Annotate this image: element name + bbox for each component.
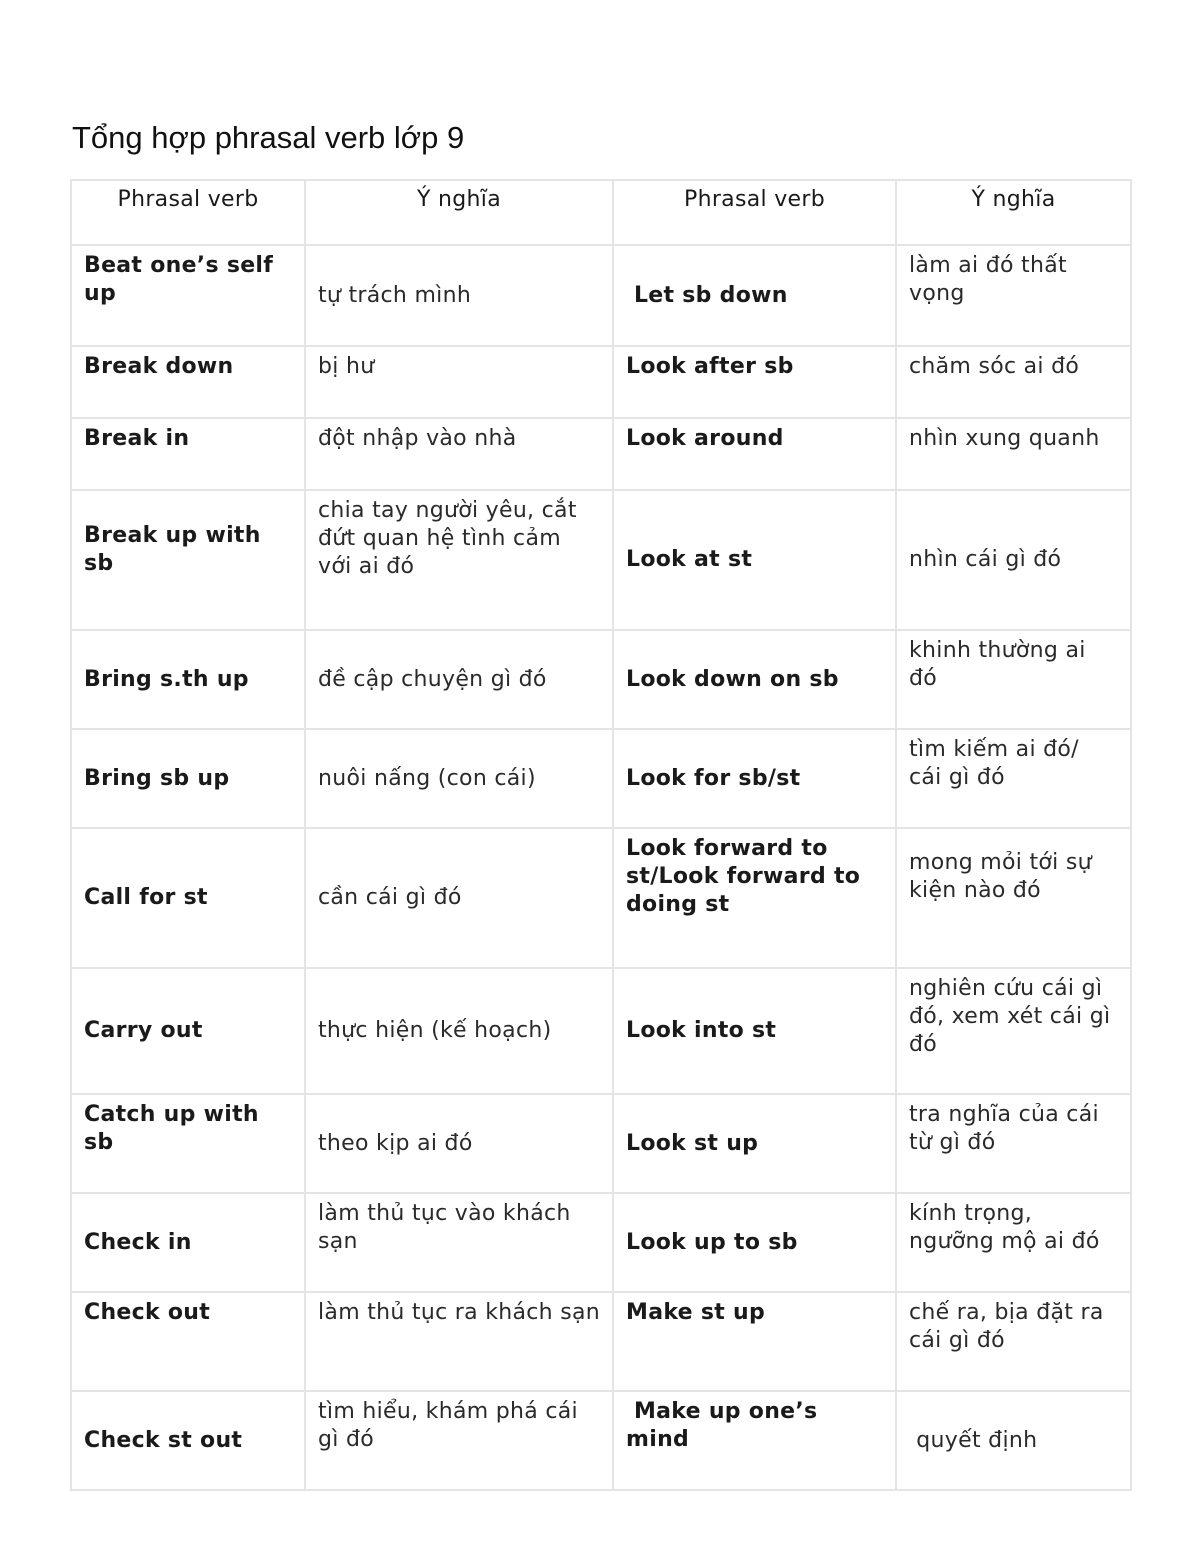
phrasal-verb-cell: Check st out bbox=[71, 1391, 305, 1490]
meaning-cell: nghiên cứu cái gì đó, xem xét cái gì đó bbox=[896, 968, 1131, 1094]
phrasal-verb-cell: Look forward to st/Look forward to doing st bbox=[613, 828, 896, 968]
meaning-cell: chia tay người yêu, cắt đứt quan hệ tình cảm với ai đó bbox=[305, 490, 613, 630]
table-row bbox=[71, 1391, 1131, 1490]
table-row bbox=[71, 968, 1131, 1094]
table-row bbox=[71, 1292, 1131, 1391]
phrasal-verb-cell: Look around bbox=[613, 418, 896, 490]
phrasal-verb-cell: Make up one’s mind bbox=[613, 1391, 896, 1490]
meaning-cell: theo kịp ai đó bbox=[305, 1094, 613, 1193]
phrasal-verb-cell: Call for st bbox=[71, 828, 305, 968]
meaning-cell: mong mỏi tới sự kiện nào đó bbox=[896, 828, 1131, 968]
phrasal-verb-cell: Look st up bbox=[613, 1094, 896, 1193]
phrasal-verb-cell: Check in bbox=[71, 1193, 305, 1292]
meaning-cell: tra nghĩa của cái từ gì đó bbox=[896, 1094, 1131, 1193]
meaning-cell: tìm hiểu, khám phá cái gì đó bbox=[305, 1391, 613, 1490]
header-phrasal-verb: Phrasal verb bbox=[613, 180, 896, 245]
table-row bbox=[71, 1193, 1131, 1292]
phrasal-verb-cell: Look at st bbox=[613, 490, 896, 630]
phrasal-verb-cell: Look for sb/st bbox=[613, 729, 896, 828]
phrasal-verb-cell: Bring s.th up bbox=[71, 630, 305, 729]
table-row bbox=[71, 729, 1131, 828]
phrasal-verb-cell: Make st up bbox=[613, 1292, 896, 1391]
table-row bbox=[71, 245, 1131, 346]
phrasal-verb-cell: Beat one’s self up bbox=[71, 245, 305, 346]
phrasal-verb-cell: Break down bbox=[71, 346, 305, 418]
meaning-cell: nhìn xung quanh bbox=[896, 418, 1131, 490]
meaning-cell: đột nhập vào nhà bbox=[305, 418, 613, 490]
table-row bbox=[71, 346, 1131, 418]
table-row bbox=[71, 828, 1131, 968]
meaning-cell: thực hiện (kế hoạch) bbox=[305, 968, 613, 1094]
meaning-cell: tự trách mình bbox=[305, 245, 613, 346]
table-header-row bbox=[71, 180, 1131, 245]
meaning-cell: quyết định bbox=[896, 1391, 1131, 1490]
meaning-cell: khinh thường ai đó bbox=[896, 630, 1131, 729]
table-row bbox=[71, 490, 1131, 630]
phrasal-verb-table bbox=[70, 179, 1132, 1491]
phrasal-verb-cell: Look into st bbox=[613, 968, 896, 1094]
meaning-cell: cần cái gì đó bbox=[305, 828, 613, 968]
table-row bbox=[71, 630, 1131, 729]
meaning-cell: nhìn cái gì đó bbox=[896, 490, 1131, 630]
meaning-cell: bị hư bbox=[305, 346, 613, 418]
meaning-cell: tìm kiếm ai đó/ cái gì đó bbox=[896, 729, 1131, 828]
meaning-cell: làm thủ tục ra khách sạn bbox=[305, 1292, 613, 1391]
header-phrasal-verb: Phrasal verb bbox=[71, 180, 305, 245]
header-meaning: Ý nghĩa bbox=[896, 180, 1131, 245]
phrasal-verb-cell: Break in bbox=[71, 418, 305, 490]
meaning-cell: làm ai đó thất vọng bbox=[896, 245, 1131, 346]
phrasal-verb-cell: Break up with sb bbox=[71, 490, 305, 630]
phrasal-verb-cell: Catch up with sb bbox=[71, 1094, 305, 1193]
phrasal-verb-cell: Look down on sb bbox=[613, 630, 896, 729]
meaning-cell: chăm sóc ai đó bbox=[896, 346, 1131, 418]
meaning-cell: đề cập chuyện gì đó bbox=[305, 630, 613, 729]
phrasal-verb-cell: Look up to sb bbox=[613, 1193, 896, 1292]
phrasal-verb-cell: Bring sb up bbox=[71, 729, 305, 828]
phrasal-verb-cell: Look after sb bbox=[613, 346, 896, 418]
phrasal-verb-cell: Carry out bbox=[71, 968, 305, 1094]
header-meaning: Ý nghĩa bbox=[305, 180, 613, 245]
meaning-cell: làm thủ tục vào khách sạn bbox=[305, 1193, 613, 1292]
meaning-cell: nuôi nấng (con cái) bbox=[305, 729, 613, 828]
phrasal-verb-cell: Check out bbox=[71, 1292, 305, 1391]
meaning-cell: chế ra, bịa đặt ra cái gì đó bbox=[896, 1292, 1131, 1391]
page-title: Tổng hợp phrasal verb lớp 9 bbox=[72, 120, 465, 155]
table-row bbox=[71, 1094, 1131, 1193]
meaning-cell: kính trọng, ngưỡng mộ ai đó bbox=[896, 1193, 1131, 1292]
phrasal-verb-cell: Let sb down bbox=[613, 245, 896, 346]
table-row bbox=[71, 418, 1131, 490]
